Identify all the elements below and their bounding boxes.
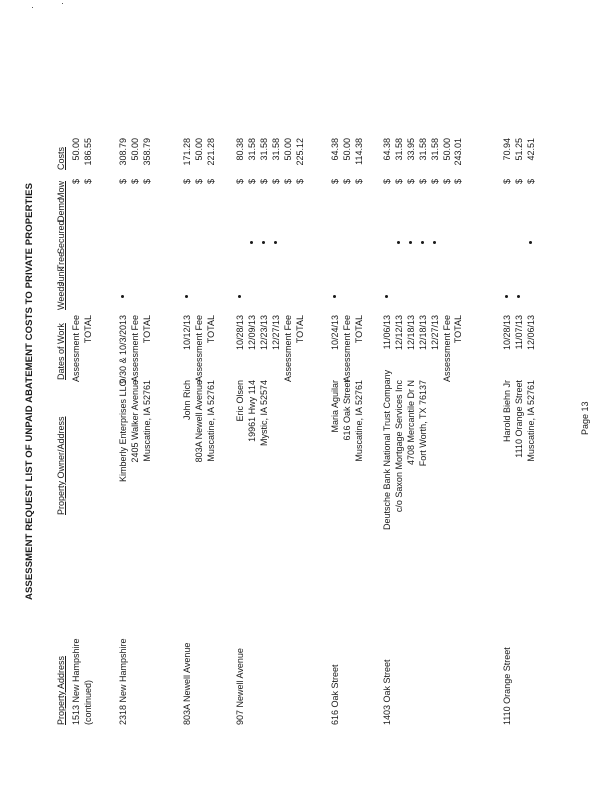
scan-speck — [62, 3, 63, 4]
dollar-sign: $ — [82, 178, 93, 184]
dollar-sign: $ — [502, 178, 512, 184]
cost-value: 31.58 — [417, 138, 428, 161]
cost-value: 33.95 — [405, 138, 416, 161]
secured-mark — [421, 241, 424, 244]
cost-value: 308.79 — [118, 138, 128, 166]
cost-value: 31.58 — [429, 138, 440, 161]
page-title: ASSESSMENT REQUEST LIST OF UNPAID ABATEMENT COSTS TO PRIVATE PROPERTIES — [24, 182, 35, 600]
owner-line: 1110 Orange Street — [513, 380, 524, 458]
dollar-sign: $ — [141, 178, 152, 184]
secured-mark — [274, 241, 277, 244]
dollar-sign: $ — [441, 178, 452, 184]
cost-value: 64.38 — [382, 138, 392, 161]
weeds-mark — [185, 295, 188, 298]
scan-speck — [32, 7, 33, 8]
cost-value: 171.28 — [182, 138, 192, 166]
dollar-sign: $ — [246, 178, 257, 184]
dollar-sign: $ — [129, 178, 140, 184]
header-owner-address: Property Owner/Address — [56, 416, 66, 515]
property-address: 1513 New Hampshire — [71, 638, 81, 725]
cost-value: 243.01 — [453, 138, 464, 166]
owner-line: Mystic, IA 52574 — [258, 380, 269, 447]
header-property-address: Property Address — [56, 655, 66, 725]
dollar-sign: $ — [429, 178, 440, 184]
work-date: 12/27/13 — [429, 315, 440, 351]
secured-mark — [433, 241, 436, 244]
weeds-mark — [517, 295, 520, 298]
dollar-sign: $ — [205, 178, 216, 184]
owner-line: Deutsche Bank National Trust Company — [382, 369, 392, 530]
cost-value: 50.00 — [71, 138, 81, 161]
owner-line: Muscatine, IA 52761 — [141, 380, 152, 462]
owner-line: Maria Aguilar — [330, 380, 340, 433]
header-junk: Junk — [56, 266, 66, 286]
property-address: 616 Oak Street — [330, 664, 340, 725]
work-date: 11/07/13 — [513, 315, 524, 350]
page-number: Page 13 — [580, 401, 590, 435]
cost-value: 186.55 — [82, 138, 93, 166]
work-date: 10/28/13 — [502, 315, 512, 351]
work-date: 12/18/13 — [405, 315, 416, 351]
dollar-sign: $ — [118, 178, 128, 184]
header-costs: Costs — [56, 146, 66, 170]
property-address: 1110 Orange Street — [502, 647, 512, 725]
dollar-sign: $ — [182, 178, 192, 184]
cost-value: 50.00 — [193, 138, 204, 161]
secured-mark — [409, 241, 412, 244]
owner-line: Muscatine, IA 52761 — [353, 380, 364, 462]
work-date: TOTAL — [205, 315, 216, 344]
work-date: 9/30 & 10/3/2013 — [118, 315, 128, 384]
work-date: 10/12/13 — [182, 315, 192, 351]
secured-mark — [262, 241, 265, 244]
weeds-mark — [385, 295, 388, 298]
cost-value: 70.94 — [502, 138, 512, 161]
cost-value: 221.28 — [205, 138, 216, 166]
header-demo: Demo — [56, 197, 66, 222]
work-date: Assessment Fee — [71, 315, 81, 383]
cost-value: 50.00 — [282, 138, 293, 161]
work-date: Assessment Fee — [341, 315, 352, 383]
work-date: 12/12/13 — [393, 315, 404, 351]
owner-line: 19961 Hwy 114 — [246, 380, 257, 442]
property-address: 2318 New Hampshire — [118, 638, 128, 725]
dollar-sign: $ — [235, 178, 245, 184]
dollar-sign: $ — [71, 178, 81, 184]
cost-value: 80.38 — [235, 138, 245, 161]
header-weeds: Weeds — [56, 282, 66, 310]
dollar-sign: $ — [417, 178, 428, 184]
owner-line: Eric Olsen — [235, 380, 245, 422]
weeds-mark — [238, 295, 241, 298]
work-date: TOTAL — [141, 315, 152, 344]
weeds-mark — [505, 295, 508, 298]
dollar-sign: $ — [193, 178, 204, 184]
owner-line: Fort Worth, TX 76137 — [417, 380, 428, 467]
header-tree: Tree — [56, 251, 66, 270]
cost-value: 31.58 — [393, 138, 404, 161]
owner-line: John Rich — [182, 380, 192, 421]
work-date: Assessment Fee — [193, 315, 204, 383]
cost-value: 31.58 — [246, 138, 257, 161]
owner-line: 2405 Walker Avenue — [129, 380, 140, 463]
secured-mark — [397, 241, 400, 244]
header-dates-of-work: Dates of Work — [56, 323, 66, 380]
owner-line: Harold Biehn Jr — [502, 380, 512, 443]
cost-value: 31.58 — [258, 138, 269, 161]
work-date: 12/23/13 — [258, 315, 269, 351]
owner-line: 803A Newell Avenue — [193, 380, 204, 463]
owner-line: 4708 Mercantile Dr N — [405, 380, 416, 466]
work-date: TOTAL — [294, 315, 305, 344]
work-date: TOTAL — [82, 315, 93, 344]
owner-line: Kimberly Enterprises LLC — [118, 380, 128, 483]
dollar-sign: $ — [341, 178, 352, 184]
cost-value: 31.58 — [270, 138, 281, 161]
work-date: Assessment Fee — [282, 315, 293, 383]
work-date: Assessment Fee — [441, 315, 452, 383]
header-secured: Secured — [56, 220, 66, 254]
secured-mark — [250, 241, 253, 244]
property-address: 1403 Oak Street — [382, 659, 392, 725]
cost-value: 114.38 — [353, 138, 364, 165]
dollar-sign: $ — [405, 178, 416, 184]
cost-value: 42.51 — [525, 138, 536, 161]
work-date: 11/06/13 — [382, 315, 392, 350]
cost-value: 50.00 — [129, 138, 140, 161]
cost-value: 64.38 — [330, 138, 340, 161]
work-date: 10/28/13 — [235, 315, 245, 351]
dollar-sign: $ — [382, 178, 392, 184]
work-date: Assessment Fee — [129, 315, 140, 383]
dollar-sign: $ — [270, 178, 281, 184]
cost-value: 51.25 — [513, 138, 524, 161]
cost-value: 50.00 — [341, 138, 352, 161]
property-address: 907 Newell Avenue — [235, 648, 245, 725]
cost-value: 358.79 — [141, 138, 152, 166]
cost-value: 225.12 — [294, 138, 305, 166]
weeds-mark — [121, 295, 124, 298]
dollar-sign: $ — [330, 178, 340, 184]
dollar-sign: $ — [525, 178, 536, 184]
cost-value: 50.00 — [441, 138, 452, 161]
owner-line: Muscatine, IA 52761 — [205, 380, 216, 462]
work-date: 12/06/13 — [525, 315, 536, 351]
work-date: TOTAL — [453, 315, 464, 344]
dollar-sign: $ — [258, 178, 269, 184]
dollar-sign: $ — [393, 178, 404, 184]
work-date: 12/09/13 — [246, 315, 257, 351]
dollar-sign: $ — [282, 178, 293, 184]
dollar-sign: $ — [294, 178, 305, 184]
work-date: 10/24/13 — [330, 315, 340, 351]
owner-line: Muscatine, IA 52761 — [525, 380, 536, 462]
dollar-sign: $ — [453, 178, 464, 184]
dollar-sign: $ — [513, 178, 524, 184]
weeds-mark — [333, 295, 336, 298]
dollar-sign: $ — [353, 178, 364, 184]
work-date: 12/27/13 — [270, 315, 281, 351]
property-address: 803A Newell Avenue — [182, 642, 192, 725]
owner-line: c/o Saxon Mortgage Services Inc — [393, 380, 404, 513]
property-address: (continued) — [82, 679, 93, 725]
work-date: TOTAL — [353, 315, 364, 344]
owner-line: 616 Oak Street — [341, 380, 352, 441]
header-mow: Mow — [56, 180, 66, 200]
secured-mark — [529, 241, 532, 244]
work-date: 12/18/13 — [417, 315, 428, 351]
